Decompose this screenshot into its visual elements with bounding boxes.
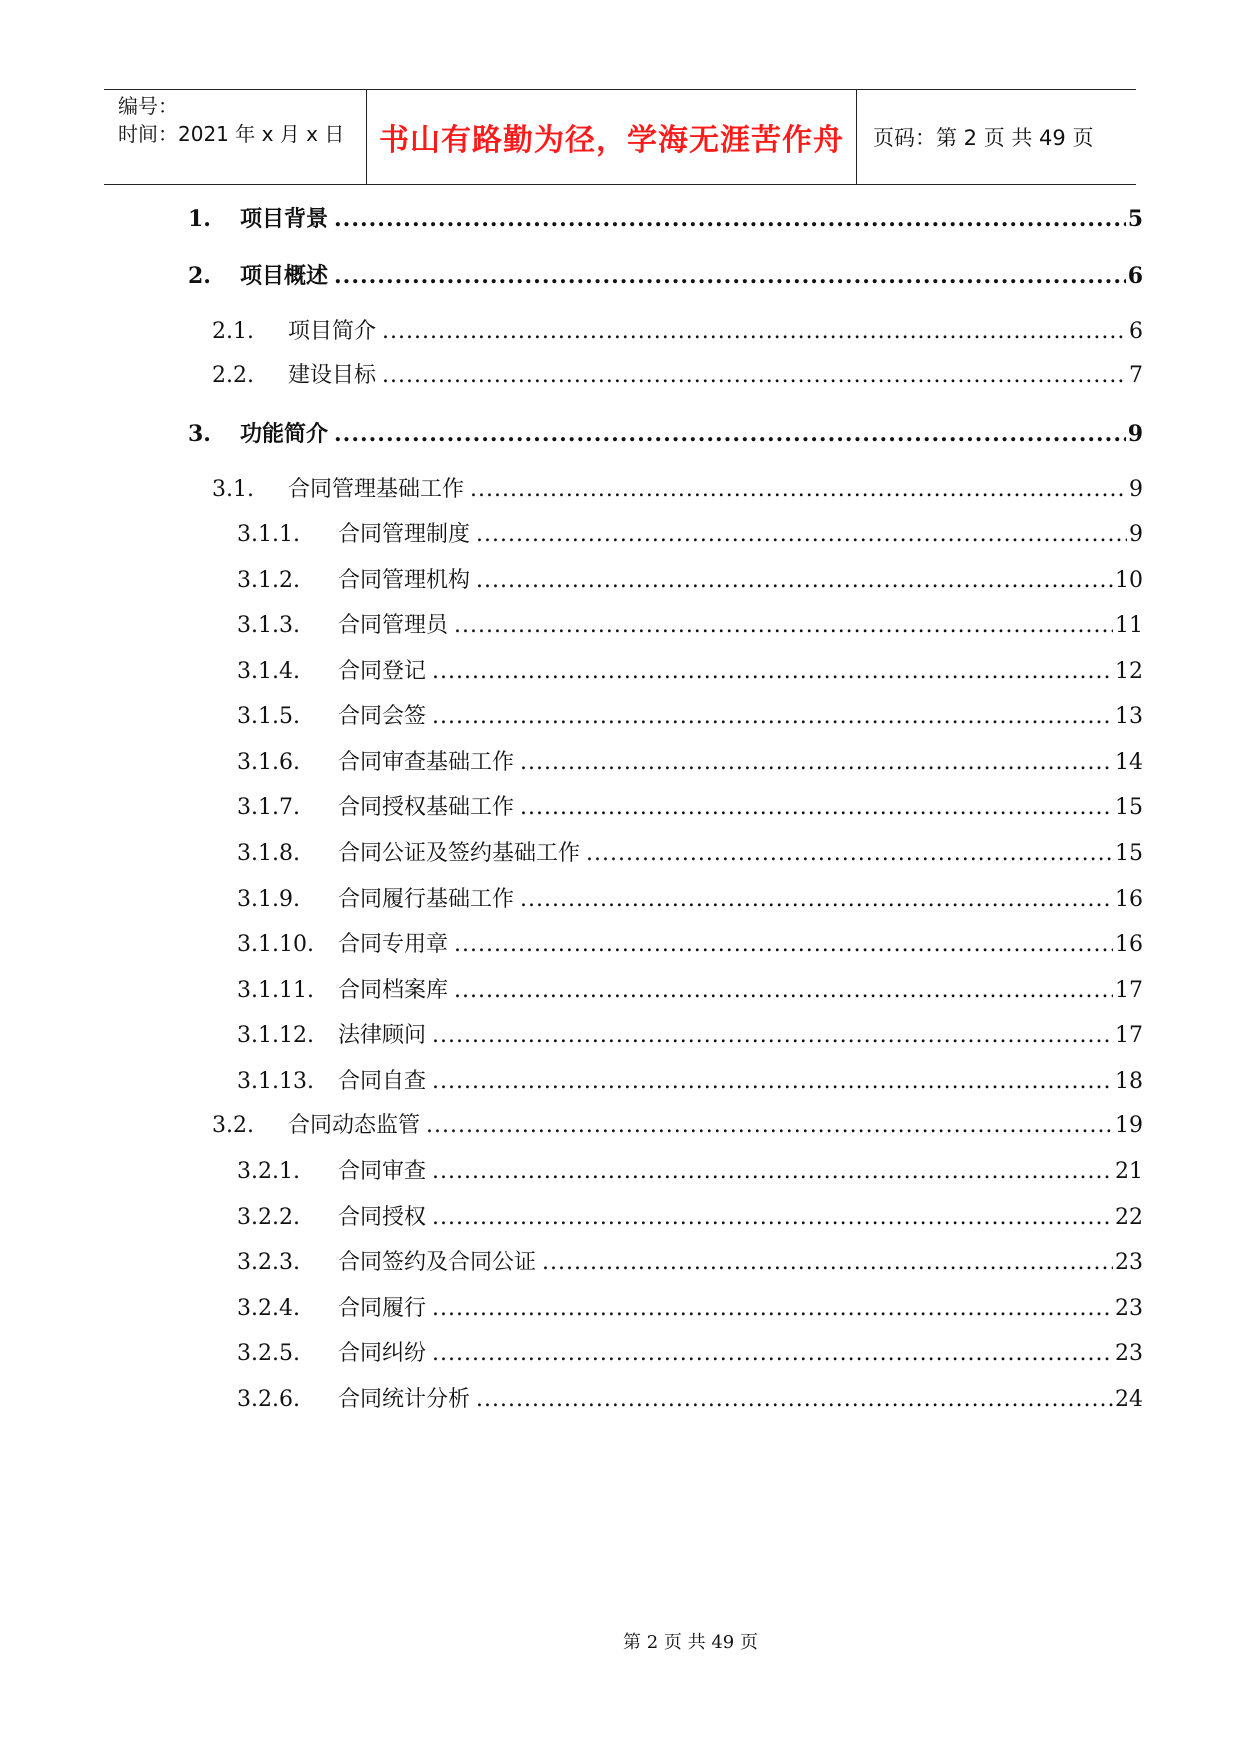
toc-entry-number: 3.1.7. <box>237 795 300 820</box>
toc-entry-title: 合同管理机构 <box>338 568 471 593</box>
toc-entry-title: 合同审查 <box>338 1159 427 1184</box>
toc-dot-leader <box>520 884 1113 916</box>
toc-dot-leader <box>454 610 1113 642</box>
toc-dot-leader <box>432 1202 1113 1234</box>
toc-dot-leader <box>426 1110 1113 1142</box>
toc-entry-number: 3.1.1. <box>237 522 300 547</box>
toc-entry-title: 合同统计分析 <box>338 1387 471 1412</box>
page-footer <box>0 1628 1241 1654</box>
toc-entry[interactable] <box>237 519 1143 551</box>
toc-entry[interactable] <box>237 929 1143 961</box>
toc-entry-page: 9 <box>1129 522 1143 547</box>
toc-entry-page: 17 <box>1115 978 1143 1003</box>
toc-dot-leader <box>432 1020 1113 1052</box>
toc-entry[interactable] <box>237 792 1143 824</box>
toc-entry-title: 合同审查基础工作 <box>338 750 515 775</box>
toc-entry[interactable] <box>237 1156 1143 1188</box>
toc-entry-title: 功能简介 <box>240 421 329 447</box>
toc-entry[interactable] <box>237 610 1143 642</box>
toc-entry-number: 1. <box>188 206 211 232</box>
toc-entry-title: 合同管理基础工作 <box>288 477 465 502</box>
toc-entry-number: 2. <box>188 263 211 289</box>
toc-dot-leader <box>470 474 1127 506</box>
toc-entry-page: 9 <box>1127 421 1143 447</box>
toc-entry-number: 3.1.2. <box>237 568 300 593</box>
toc-entry-number: 3.2.3. <box>237 1250 300 1275</box>
toc-entry[interactable] <box>237 1020 1143 1052</box>
toc-dot-leader <box>542 1247 1113 1279</box>
toc-entry-title: 合同履行基础工作 <box>338 887 515 912</box>
toc-entry-number: 3.1.13. <box>237 1069 314 1094</box>
toc-dot-leader <box>432 701 1113 733</box>
toc-entry[interactable] <box>212 1110 1143 1142</box>
toc-entry-page: 22 <box>1115 1205 1143 1230</box>
toc-entry-page: 6 <box>1129 319 1143 344</box>
toc-entry-number: 3.2. <box>212 1113 254 1138</box>
toc-entry-title: 合同履行 <box>338 1296 427 1321</box>
toc-entry-title: 合同授权 <box>338 1205 427 1230</box>
header-table <box>104 89 1136 185</box>
toc-entry-title: 合同管理制度 <box>338 522 471 547</box>
toc-entry[interactable] <box>212 474 1143 506</box>
toc-entry-title: 合同授权基础工作 <box>338 795 515 820</box>
toc-entry-title: 项目背景 <box>240 206 329 232</box>
toc-entry-number: 3.1.12. <box>237 1023 314 1048</box>
toc-entry-title: 项目概述 <box>240 263 329 289</box>
toc-dot-leader <box>334 260 1126 292</box>
toc-entry[interactable] <box>237 701 1143 733</box>
toc-entry-number: 3.1.8. <box>237 841 300 866</box>
toc-entry-page: 23 <box>1115 1296 1143 1321</box>
toc-entry-page: 11 <box>1115 613 1143 638</box>
toc-entry-number: 3.1.6. <box>237 750 300 775</box>
toc-entry[interactable] <box>237 1066 1143 1098</box>
toc-entry-number: 3.1.4. <box>237 659 300 684</box>
toc-entry[interactable] <box>188 203 1143 235</box>
toc-entry-title: 合同专用章 <box>338 932 449 957</box>
toc-dot-leader <box>382 360 1127 392</box>
toc-dot-leader <box>334 203 1126 235</box>
toc-entry[interactable] <box>237 884 1143 916</box>
toc-dot-leader <box>476 1384 1113 1416</box>
header-motto-cell <box>367 90 857 184</box>
toc-entry-page: 21 <box>1115 1159 1143 1184</box>
toc-entry-page: 7 <box>1129 363 1143 388</box>
toc-entry-title: 合同会签 <box>338 704 427 729</box>
toc-entry-number: 3.2.1. <box>237 1159 300 1184</box>
toc-dot-leader <box>520 747 1113 779</box>
toc-entry-title: 建设目标 <box>288 363 377 388</box>
toc-dot-leader <box>432 656 1113 688</box>
toc-entry[interactable] <box>237 1293 1143 1325</box>
footer-page-number: 第 2 页 共 49 页 <box>623 1632 758 1653</box>
toc-entry[interactable] <box>237 747 1143 779</box>
toc-dot-leader <box>454 975 1113 1007</box>
toc-entry-page: 18 <box>1115 1069 1143 1094</box>
toc-entry-number: 3.1.11. <box>237 978 314 1003</box>
doc-time-label: 时间：2021 年 x 月 x 日 <box>118 122 345 146</box>
toc-entry[interactable] <box>188 418 1143 450</box>
toc-entry-page: 23 <box>1115 1341 1143 1366</box>
toc-entry-page: 23 <box>1115 1250 1143 1275</box>
toc-entry-page: 16 <box>1115 932 1143 957</box>
toc-entry-page: 5 <box>1127 206 1143 232</box>
toc-entry[interactable] <box>237 656 1143 688</box>
toc-entry[interactable] <box>237 1202 1143 1234</box>
toc-entry-page: 13 <box>1115 704 1143 729</box>
toc-entry-number: 2.2. <box>212 363 254 388</box>
toc-entry-title: 合同公证及签约基础工作 <box>338 841 581 866</box>
toc-entry[interactable] <box>188 260 1143 292</box>
toc-entry-number: 3.2.6. <box>237 1387 300 1412</box>
toc-entry-number: 3.1.10. <box>237 932 314 957</box>
toc-entry-title: 合同动态监管 <box>288 1113 421 1138</box>
toc-entry-page: 6 <box>1127 263 1143 289</box>
toc-entry-title: 合同档案库 <box>338 978 449 1003</box>
toc-entry-number: 3.1. <box>212 477 254 502</box>
toc-entry-number: 3.1.5. <box>237 704 300 729</box>
toc-entry[interactable] <box>237 1384 1143 1416</box>
toc-entry-title: 法律顾问 <box>338 1023 427 1048</box>
toc-entry-page: 24 <box>1115 1387 1143 1412</box>
toc-entry-page: 19 <box>1115 1113 1143 1138</box>
toc-entry[interactable] <box>237 838 1143 870</box>
toc-dot-leader <box>586 838 1113 870</box>
toc-entry-page: 12 <box>1115 659 1143 684</box>
toc-entry-title: 项目简介 <box>288 319 377 344</box>
toc-entry-page: 10 <box>1115 568 1143 593</box>
toc-dot-leader <box>432 1293 1113 1325</box>
toc-dot-leader <box>382 316 1127 348</box>
toc-entry-number: 3.1.3. <box>237 613 300 638</box>
toc-entry[interactable] <box>237 975 1143 1007</box>
toc-dot-leader <box>432 1066 1113 1098</box>
toc-entry-page: 17 <box>1115 1023 1143 1048</box>
toc-dot-leader <box>520 792 1113 824</box>
toc-entry-page: 15 <box>1115 795 1143 820</box>
toc-entry-page: 16 <box>1115 887 1143 912</box>
toc-entry-page: 9 <box>1129 477 1143 502</box>
toc-entry-title: 合同自查 <box>338 1069 427 1094</box>
header-page-label: 页码：第 2 页 共 49 页 <box>873 126 1094 150</box>
toc-entry-title: 合同管理员 <box>338 613 449 638</box>
toc-entry-title: 合同纠纷 <box>338 1341 427 1366</box>
toc-entry-title: 合同登记 <box>338 659 427 684</box>
toc-dot-leader <box>454 929 1113 961</box>
toc-entry-page: 14 <box>1115 750 1143 775</box>
toc-dot-leader <box>432 1338 1113 1370</box>
toc-dot-leader <box>432 1156 1113 1188</box>
toc-dot-leader <box>476 565 1113 597</box>
toc-entry[interactable] <box>237 1338 1143 1370</box>
toc-entry-number: 2.1. <box>212 319 254 344</box>
toc-entry-page: 15 <box>1115 841 1143 866</box>
toc-entry-number: 3.2.5. <box>237 1341 300 1366</box>
toc-dot-leader <box>334 418 1126 450</box>
header-info-cell <box>104 90 367 184</box>
toc-entry[interactable] <box>212 316 1143 348</box>
toc-dot-leader <box>476 519 1127 551</box>
toc-entry-title: 合同签约及合同公证 <box>338 1250 537 1275</box>
toc-entry[interactable] <box>237 1247 1143 1279</box>
toc-entry-number: 3.1.9. <box>237 887 300 912</box>
toc-entry-number: 3.2.4. <box>237 1296 300 1321</box>
toc-entry[interactable] <box>237 565 1143 597</box>
header-page-cell <box>857 90 1136 184</box>
toc-entry-number: 3.2.2. <box>237 1205 300 1230</box>
toc-entry[interactable] <box>212 360 1143 392</box>
header-motto: 书山有路勤为径，学海无涯苦作舟 <box>379 123 844 158</box>
toc-entry-number: 3. <box>188 421 211 447</box>
doc-number-label: 编号： <box>118 94 178 118</box>
